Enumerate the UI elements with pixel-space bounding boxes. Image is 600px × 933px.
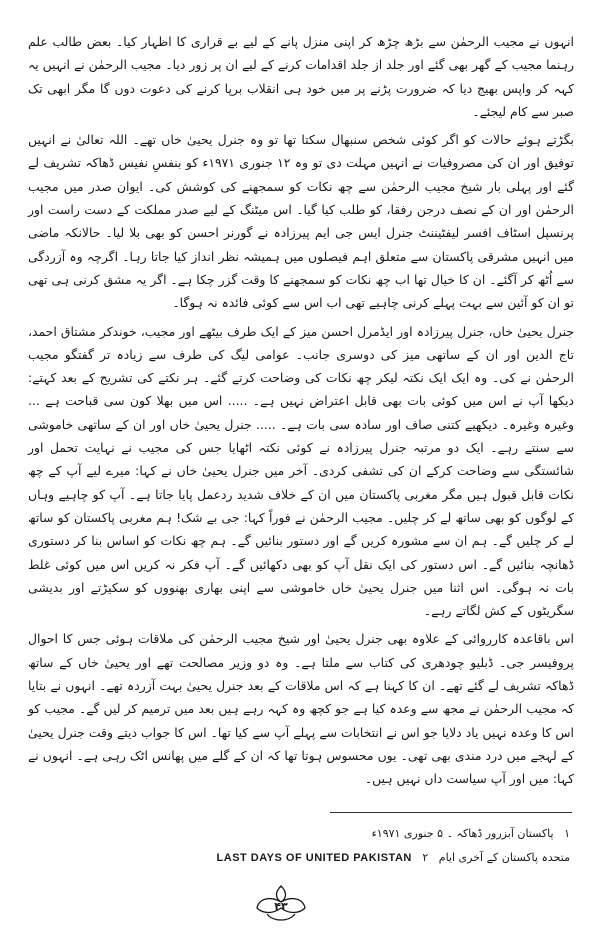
footnote-1-text: پاکستان آبزرور ڈھاکہ ۔ ۵ جنوری ۱۹۷۱ء (371, 827, 554, 840)
page-number: ۴۳ (274, 900, 288, 913)
footnote-2 (170, 846, 570, 870)
footnote-1-marker: ۱ (564, 827, 570, 840)
footnotes (170, 822, 570, 870)
footnote-2-latin-title: LAST DAYS OF UNITED PAKISTAN (216, 852, 412, 864)
footnote-1 (170, 822, 570, 846)
body-text (28, 30, 574, 796)
paragraph-2: بگڑتے ہوئے حالات کو اگر کوئی شخص سنبھال سکتا تھا تو وہ جنرل یحییٰ خاں تھے۔ اللہ تعالیٰ نے انہیں توفیق اور ان کی مصروفیات نے انہیں مہلت دی تو وہ ۱۲ جنوری ۱۹۷۱ء کو بنفسِ نفیس ڈھاکہ تشریف لے گئے اور پہلی بار شیخ مجیب الرحمٰن سے چھ نکات کو سمجھنے کی کوشش کی۔ ایوان صدر میں مجیب الرحمٰن اور ان کے نصف درجن رفقا، کو طلب کیا گیا۔ اس میٹنگ کے لیے صدر مملکت کے دست راست اور پرنسپل اسٹاف افسر لیفٹیننٹ جنرل ایس جی ایم پیرزادہ نے گورنر احسن کو بھی بلا لیا۔ حالانکہ ماضی میں انہیں مشرقی پاکستان سے متعلق اہم فیصلوں میں ہمیشہ نظر انداز کیا جاتا رہا۔ اگرچہ وہ آزردگی سے اُٹھ کر آگئے۔ ان کا خیال تھا اب چھ نکات کو سمجھنے کا وقت گزر چکا ہے۔ اگر یہ مشق کرنی ہی تھی تو ان کو آئین سے بہت پہلے کرنی چاہیے تھی اب اس سے کوئی فائدہ نہ ہوگا۔ (28, 132, 574, 311)
footnote-2-text: متحدہ پاکستان کے آخری ایام (438, 851, 570, 864)
paragraph-1: انہوں نے مجیب الرحمٰن سے بڑھ چڑھ کر اپنی منزل پانے کے لیے بے قراری کا اظہار کیا۔ بعض طالب علم رہنما مجیب کے گھر بھی گئے اور جلد از جلد اقدامات کرنے کے لیے ان پر زور دیا۔ مجیب الرحمٰن نے انہیں یہ کہہ کر واپس بھیج دیا کہ ضرورت پڑنے پر میں خود ہی انقلاب برپا کرنے کی دعوت دوں گا مگر ابھی تک صبر سے کام لیجئے۔ (28, 34, 574, 119)
page-number-ornament (253, 884, 309, 924)
paragraph-3: جنرل یحییٰ خاں، جنرل پیرزادہ اور ایڈمرل احسن میز کے ایک طرف بیٹھے اور مجیب، خوندکر مشتاق احمد، تاج الدین اور ان کے ساتھی میز کی دوسری جانب۔ عوامی لیگ کی طرف سے زیادہ تر گفتگو مجیب الرحمٰن نے کی۔ وہ ایک ایک نکتہ لیکر چھ نکات کی وضاحت کرتے گئے۔ ہر نکتے کی تشریح کے بعد کہتے: دیکھا آپ نے اس میں کوئی بات بھی قابل اعتراض نہیں ہے۔ ..... اس میں بھلا کون سی قباحت ہے ... وغیرہ وغیرہ۔ دیکھیے کتنی صاف اور سادہ سی بات ہے۔ ..... جنرل یحییٰ خاں اور ان کے ساتھی خاموشی سے سنتے رہے۔ ایک دو مرتبہ جنرل پیرزادہ نے کوئی نکتہ اٹھایا جس کی مجیب نے نہایت تحمل اور شائستگی سے وضاحت کرکے ان کی تشفی کردی۔ آخر میں جنرل یحییٰ خاں نے کہا: میرے لیے آپ کے چھ نکات قابل قبول ہیں مگر مغربی پاکستان میں ان کے خلاف شدید ردعمل پایا جاتا ہے۔ آپ کو چاہیے وہاں کے لوگوں کو بھی ساتھ لے کر چلیں۔ مجیب الرحمٰن نے فوراً کہا: جی بے شک! ہم مغربی پاکستان کو ساتھ لے کر چلیں گے۔ ہم ان سے مشورہ کریں گے اور دستور بنائیں گے۔ ہم چھ نکات کو اساس بنا کر دستوری ڈھانچہ بنائیں گے۔ اس دستور کی ایک نقل آپ کو بھی دکھائیں گے۔ آپ فکر نہ کریں اس میں کوئی غلط بات نہ ہوگی۔ اس اثنا میں جنرل یحییٰ خاں خاموشی سے اپنی بھاری بھنووں کو سکیڑتے اور بدیشی سگریٹوں کے کش لگاتے رہے۔ (28, 323, 574, 619)
footnote-separator (330, 812, 572, 813)
paragraph-4: اس باقاعدہ کارروائی کے علاوہ بھی جنرل یحییٰ اور شیخ مجیب الرحمٰن کی ملاقات ہوئی جس کا احوال پروفیسر جی۔ ڈبلیو چودھری کی کتاب سے ملتا ہے۔ وہ دو وزیر مصالحت تھے اور یحییٰ خاں کے ساتھ ڈھاکہ تشریف لے گئے تھے۔ ان کا کہنا ہے کہ اس ملاقات کے بعد جنرل یحییٰ بہت آزردہ تھے۔ انہوں نے بتایا کہ مجیب الرحمٰن نے مجھ سے وعدہ کیا ہے جو کچھ وہ کہہ رہے ہیں بعد میں ترمیم کر لیں گے۔ مجیب کو اس کا وعدہ نہیں یاد دلایا جو اس نے انتخابات سے پہلے آپ سے کیا تھا۔ اس کا جواب دیتے وقت جنرل یحییٰ کے لہجے میں درد مندی بھی تھی۔ یوں محسوس ہوتا تھا کہ ان کے گلے میں پھانس اٹک رہی ہے۔ انہوں نے کہا: میں اور آپ سیاست داں نہیں ہیں۔ (28, 631, 574, 787)
footnote-2-marker: ۲ (422, 851, 429, 864)
